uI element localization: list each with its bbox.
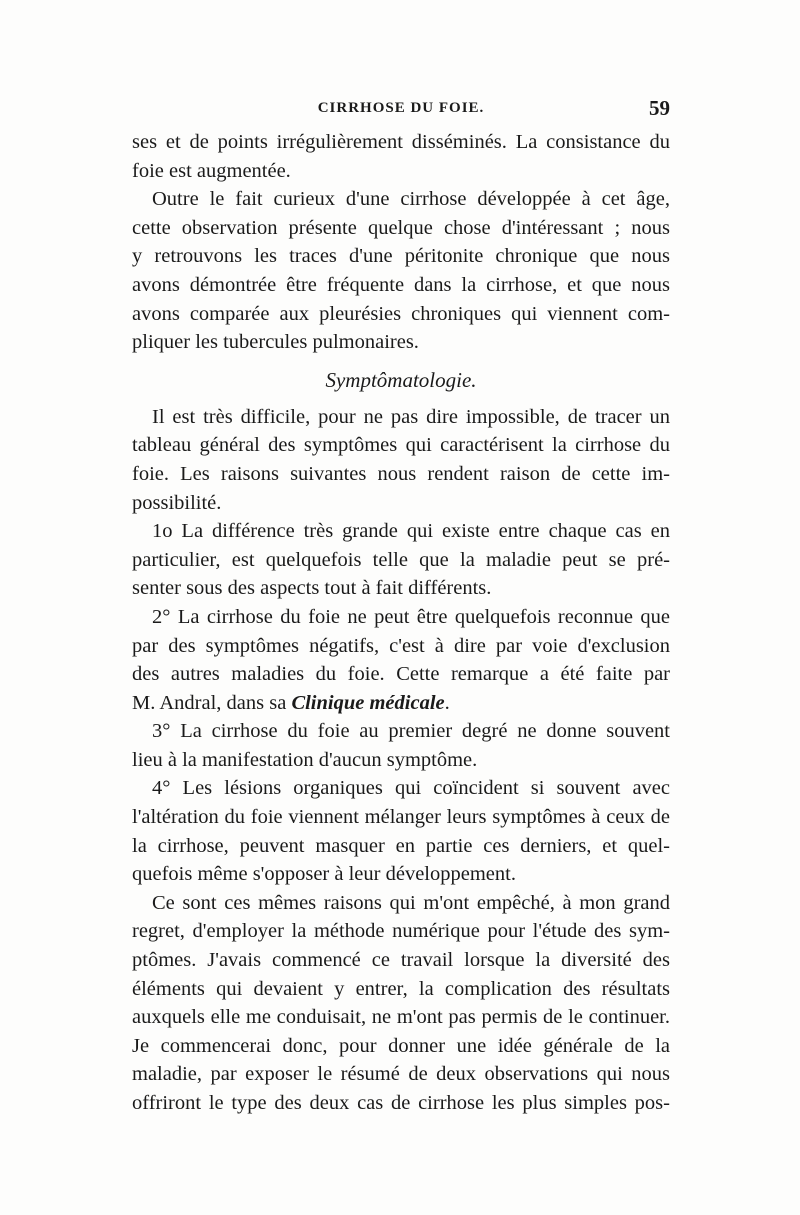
text-line: Outre le fait curieux d'une cirrhose développée à cet âge,: [152, 188, 670, 211]
text-line: maladie, par exposer le résumé de deux observations qui nous: [132, 1063, 670, 1086]
text-line: avons comparée aux pleurésies chroniques qui viennent com-: [132, 302, 670, 325]
text-line: l'altération du foie viennent mélanger leurs symptômes à ceux de: [132, 806, 670, 829]
text-line: cette observation présente quelque chose d'intéressant ; nous: [132, 216, 670, 239]
text-line: offriront le type des deux cas de cirrhose les plus simples pos-: [132, 1092, 670, 1114]
text-line: par des symptômes négatifs, c'est à dire par voie d'exclusion: [132, 634, 670, 657]
text-line: foie. Les raisons suivantes nous rendent raison de cette im-: [132, 462, 670, 485]
text-line: la cirrhose, peuvent masquer en partie ces derniers, et quel-: [132, 834, 670, 857]
text-line: ptômes. J'avais commencé ce travail lorsque la diversité des: [132, 949, 670, 972]
text-fragment: .: [444, 691, 450, 714]
text-line: 4° Les lésions organiques qui coïncident si souvent avec: [152, 777, 670, 800]
text-line: éléments qui devaient y entrer, la complication des résultats: [132, 977, 670, 1000]
text-line: possibilité.: [132, 491, 222, 514]
text-line: regret, d'employer la méthode numérique pour l'étude des sym-: [132, 920, 670, 943]
text-line: [132, 689, 670, 718]
text-line: particulier, est quelquefois telle que la maladie peut se pré-: [132, 548, 670, 571]
text-line: 1o La différence très grande qui existe entre chaque cas en: [152, 520, 670, 543]
book-title: Clinique médicale: [291, 691, 445, 714]
text-line: tableau général des symptômes qui caractérisent la cirrhose du: [132, 434, 670, 457]
text-line: 2° La cirrhose du foie ne peut être quelquefois reconnue que: [152, 605, 670, 628]
text-line: Je commencerai donc, pour donner une idée générale de la: [132, 1034, 670, 1057]
text-line: Il est très difficile, pour ne pas dire impossible, de tracer un: [152, 405, 670, 428]
text-line: ses et de points irrégulièrement disséminés. La consistance du: [132, 131, 670, 153]
text-line: avons démontrée être fréquente dans la cirrhose, et que nous: [132, 273, 670, 296]
text-line: y retrouvons les traces d'une péritonite chronique que nous: [132, 245, 670, 268]
body-text: [132, 128, 670, 1118]
text-line: des autres maladies du foie. Cette remarque a été faite par: [132, 663, 670, 686]
section-heading: Symptômatologie.: [325, 367, 477, 392]
text-line: auxquels elle me conduisait, ne m'ont pas permis de le continuer.: [132, 1006, 670, 1029]
page-header: [132, 96, 670, 126]
text-line: quefois même s'opposer à leur développement.: [132, 863, 516, 886]
running-head: CIRRHOSE DU FOIE.: [317, 100, 485, 116]
text-line: lieu à la manifestation d'aucun symptôme.: [132, 748, 478, 771]
text-line: Ce sont ces mêmes raisons qui m'ont empêché, à mon grand: [152, 891, 670, 914]
text-line: pliquer les tubercules pulmonaires.: [132, 331, 419, 354]
text-fragment: M. Andral, dans sa: [132, 691, 292, 714]
spacer: [132, 357, 670, 365]
text-line: senter sous des aspects tout à fait différents.: [132, 577, 492, 600]
page-number: 59: [649, 96, 670, 120]
spacer: [132, 395, 670, 403]
text-line: foie est augmentée.: [132, 159, 291, 182]
text-line: 3° La cirrhose du foie au premier degré ne donne souvent: [152, 720, 670, 743]
